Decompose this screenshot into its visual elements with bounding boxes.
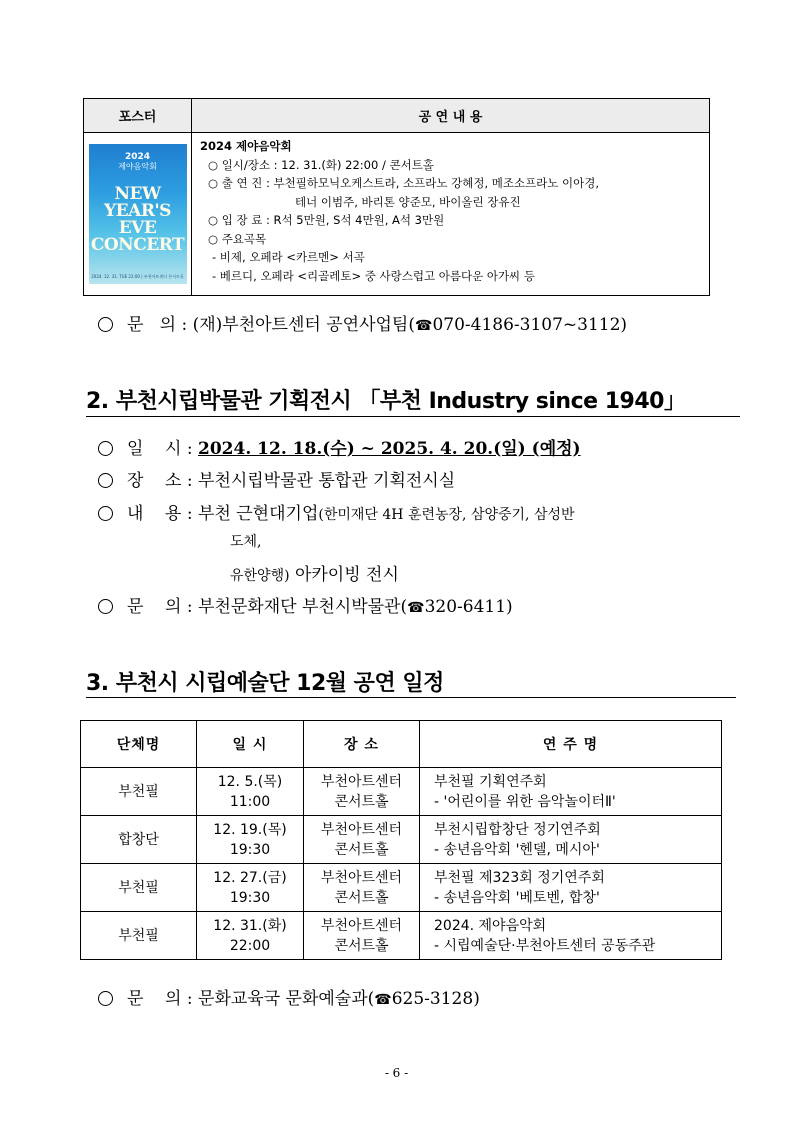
poster-footer: 2024. 12. 31. TUE 22:00 | 부천아트센터 콘서트홀	[91, 274, 184, 279]
cell-group: 부천필	[81, 864, 197, 912]
schedule-inquiry-line: 문 의 : 문화교육국 문화예술과(☎625-3128)	[98, 984, 480, 1009]
cell-date: 12. 27.(금) 19:30	[197, 864, 304, 912]
cell-group: 부천필	[81, 768, 197, 816]
detail-line: - 비제, 오페라 <카르멘> 서곡	[212, 250, 365, 264]
section-2-underline	[86, 416, 740, 417]
table-row	[81, 912, 722, 960]
poster-cell	[84, 133, 192, 296]
cell-performance: 부천시립합창단 정기연주회 - 송년음악회 '헨델, 메시아'	[420, 816, 722, 864]
cell-group: 부천필	[81, 912, 197, 960]
poster-year: 2024	[124, 152, 151, 162]
cell-performance: 부천필 제323회 정기연주회 - 송년음악회 '베토벤, 합창'	[420, 864, 722, 912]
header-content: 공 연 내 용	[192, 99, 710, 133]
detail-line: ○ 일시/장소 : 12. 31.(화) 22:00 / 콘서트홀	[208, 157, 434, 172]
circle-bullet-icon	[98, 441, 113, 456]
inquiry-phone: 625-3128)	[391, 989, 480, 1009]
circle-bullet-icon	[98, 506, 113, 521]
exhibit-inquiry-line: 문 의 : 부천문화재단 부천시박물관(☎320-6411)	[98, 592, 513, 617]
content-continuation-1: 도체,	[230, 534, 262, 550]
section-3-heading: 3. 부천시 시립예술단 12월 공연 일정	[86, 671, 444, 696]
cell-date: 12. 31.(화) 22:00	[197, 912, 304, 960]
inquiry-text: 문화교육국 문화예술과(	[198, 989, 375, 1009]
phone-icon: ☎	[414, 318, 433, 334]
date-value: 2024. 12. 18.(수) ~ 2025. 4. 20.(일) (예정)	[198, 439, 581, 459]
col-header-date: 일 시	[197, 721, 304, 768]
schedule-header-row	[81, 721, 722, 768]
exhibit-date-line: 일 시 : 2024. 12. 18.(수) ~ 2025. 4. 20.(일) (예정)	[98, 434, 581, 459]
circle-bullet-icon	[98, 599, 113, 614]
concert-title: 2024 제야음악회	[200, 139, 292, 153]
content-value: 부천 근현대기업	[198, 504, 319, 524]
inquiry-label: 문 의	[127, 989, 182, 1009]
col-header-performance: 연 주 명	[420, 721, 722, 768]
detail-line: ○ 주요곡목	[208, 231, 267, 246]
inquiry-line-1: 문 의 : (재)부천아트센터 공연사업팀(☎070-4186-3107~3112)	[98, 310, 627, 335]
phone-icon: ☎	[407, 600, 425, 616]
circle-bullet-icon	[98, 317, 113, 332]
content-value-detail: (한미재단 4H 훈련농장, 삼양중기, 삼성반	[318, 507, 575, 523]
table-row	[81, 768, 722, 816]
place-label: 장 소	[127, 471, 182, 491]
detail-line: 테너 이범주, 바리톤 양준모, 바이올린 장유진	[295, 194, 521, 209]
section-2-heading: 2. 부천시립박물관 기획전시 「부천 Industry since 1940」	[86, 389, 686, 414]
concert-details	[192, 133, 710, 296]
table-row	[81, 864, 722, 912]
page-number: - 6 -	[384, 1066, 409, 1080]
detail-line: - 베르디, 오페라 <리골레토> 중 사랑스럽고 아름다운 아가씨 등	[212, 268, 535, 283]
header-poster: 포스터	[84, 99, 192, 133]
inquiry-text: 부천문화재단 부천시박물관(	[198, 597, 408, 617]
cell-date: 12. 19.(목) 19:30	[197, 816, 304, 864]
cell-performance: 부천필 기획연주회 - '어린이를 위한 음악놀이터Ⅱ'	[420, 768, 722, 816]
inquiry-phone: 070-4186-3107~3112)	[432, 315, 628, 335]
inquiry-label: 문 의	[127, 597, 182, 617]
cell-group: 합창단	[81, 816, 197, 864]
date-label: 일 시	[127, 439, 182, 459]
phone-icon: ☎	[374, 992, 392, 1008]
schedule-table	[80, 720, 722, 960]
inquiry-phone: 320-6411)	[424, 597, 513, 617]
cell-venue: 부천아트센터 콘서트홀	[304, 816, 420, 864]
cell-venue: 부천아트센터 콘서트홀	[304, 912, 420, 960]
cell-venue: 부천아트센터 콘서트홀	[304, 768, 420, 816]
circle-bullet-icon	[98, 991, 113, 1006]
poster-headline: NEW YEAR'S EVE CONCERT	[90, 184, 185, 255]
cell-performance: 2024. 제야음악회 - 시립예술단·부천아트센터 공동주관	[420, 912, 722, 960]
concert-poster-image	[89, 144, 187, 284]
detail-line: ○ 입 장 료 : R석 5만원, S석 4만원, A석 3만원	[208, 213, 445, 227]
content-continuation-2: 유한양행) 아카이빙 전시	[230, 565, 399, 585]
table-row	[81, 816, 722, 864]
section-3-underline	[86, 697, 736, 698]
inquiry-text: (재)부천아트센터 공연사업팀(	[192, 315, 415, 335]
cell-venue: 부천아트센터 콘서트홀	[304, 864, 420, 912]
cell-date: 12. 5.(목) 11:00	[197, 768, 304, 816]
circle-bullet-icon	[98, 473, 113, 488]
inquiry-label: 문 의	[127, 315, 177, 335]
poster-title-ko: 제야음악회	[118, 162, 157, 171]
exhibit-content-line: 내 용 : 부천 근현대기업(한미재단 4H 훈련농장, 삼양중기, 삼성반	[98, 499, 575, 524]
detail-line: ○ 출 연 진 : 부천필하모닉오케스트라, 소프라노 강혜정, 메조소프라노 이아경,	[208, 176, 600, 190]
exhibit-place-line: 장 소 : 부천시립박물관 통합관 기획전시실	[98, 466, 455, 491]
content-label: 내 용	[127, 504, 182, 524]
poster-table	[83, 98, 710, 296]
place-value: 부천시립박물관 통합관 기획전시실	[198, 471, 456, 491]
col-header-venue: 장 소	[304, 721, 420, 768]
col-header-group: 단체명	[81, 721, 197, 768]
